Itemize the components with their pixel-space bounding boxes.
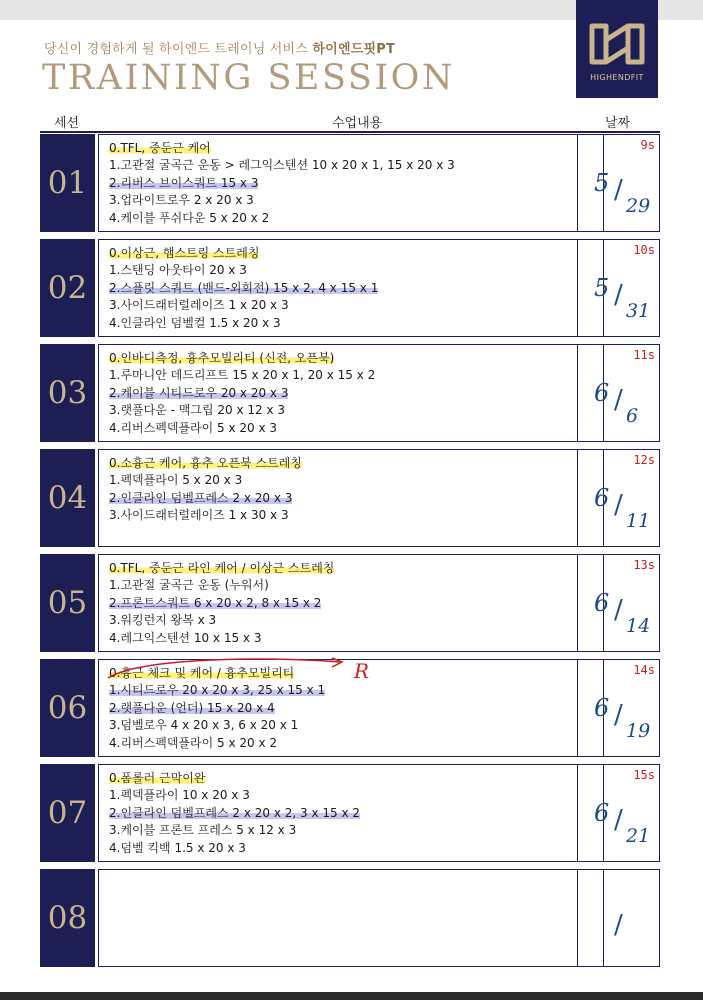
session-row (40, 134, 660, 232)
exercise-line: 3.사이드래터럴레이즈 1 x 30 x 3 (109, 508, 289, 523)
page-title: TRAINING SESSION (42, 58, 455, 98)
exercise-line: 1.루마니안 데드리프트 15 x 20 x 1, 20 x 15 x 2 (109, 368, 376, 383)
date-month: 5 (594, 169, 610, 197)
session-date (577, 239, 660, 337)
session-content (98, 449, 604, 547)
date-slash: / (614, 175, 623, 205)
exercise-line: 4.덤벨 킥백 1.5 x 20 x 3 (109, 840, 246, 855)
session-number: 07 (40, 764, 95, 862)
session-row (40, 764, 660, 862)
date-day: 21 (626, 825, 651, 847)
session-content (98, 659, 604, 757)
brand-logo (576, 0, 658, 98)
session-number: 05 (40, 554, 95, 652)
exercise-line: 3.케이블 프론트 프레스 5 x 12 x 3 (109, 823, 297, 838)
date-day: 11 (626, 510, 651, 532)
date-month: 6 (594, 589, 610, 617)
session-content (98, 344, 604, 442)
session-row (40, 869, 660, 967)
date-month: 6 (594, 379, 610, 407)
exercise-line: 0.흉근 체크 및 케어 / 흉추모빌리티 (109, 666, 295, 680)
session-number: 06 (40, 659, 95, 757)
date-day: 14 (626, 615, 651, 637)
handwritten-note: R (354, 659, 370, 683)
exercise-line: 3.랫풀다운 - 맥그립 20 x 12 x 3 (109, 403, 286, 418)
session-count: 13s (633, 558, 655, 572)
bottom-strip (0, 992, 703, 1000)
session-row (40, 344, 660, 442)
exercise-line: 1.고관절 굴곡근 운동 (누워서) (109, 578, 269, 593)
exercise-line: 4.케이블 푸쉬다운 5 x 20 x 2 (109, 210, 270, 225)
exercise-line: 3.사이드래터럴레이즈 1 x 20 x 3 (109, 298, 289, 313)
exercise-line: 2.스플릿 스쿼트 (밴드-외회전) 15 x 2, 4 x 15 x 1 (109, 280, 379, 295)
date-day: 6 (626, 405, 639, 427)
date-day: 31 (626, 300, 651, 322)
session-content (98, 869, 604, 967)
session-row (40, 449, 660, 547)
date-slash: / (614, 805, 623, 835)
date-slash: / (614, 595, 623, 625)
logo-mark-icon (588, 20, 646, 68)
session-number: 08 (40, 869, 95, 967)
date-month: 5 (594, 274, 610, 302)
session-date (577, 344, 660, 442)
exercise-line: 4.인클라인 덤벨컬 1.5 x 20 x 3 (109, 315, 281, 330)
exercise-line: 1.펙덱플라이 5 x 20 x 3 (109, 473, 243, 488)
exercise-line: 1.시티드로우 20 x 20 x 3, 25 x 15 x 1 (109, 683, 326, 698)
exercise-line: 0.TFL, 중둔근 라인 케어 / 이상근 스트레칭 (109, 561, 335, 575)
header-divider (40, 131, 660, 133)
exercise-line: 0.폼롤러 근막이완 (109, 771, 206, 785)
date-slash: / (614, 700, 623, 730)
session-date (577, 449, 660, 547)
session-number: 02 (40, 239, 95, 337)
exercise-line: 2.인클라인 덤벨프레스 2 x 20 x 2, 3 x 15 x 2 (109, 805, 361, 820)
logo-text: HIGHENDFIT (590, 73, 644, 82)
session-count: 15s (633, 768, 655, 782)
exercise-line: 3.덤벨로우 4 x 20 x 3, 6 x 20 x 1 (109, 718, 299, 733)
exercise-line: 0.인바디측정, 흉추모빌리티 (신전, 오픈북) (109, 351, 335, 365)
session-number: 03 (40, 344, 95, 442)
exercise-line: 3.업라이트로우 2 x 20 x 3 (109, 193, 254, 208)
exercise-line: 4.리버스펙덱플라이 5 x 20 x 3 (109, 420, 278, 435)
session-date (577, 554, 660, 652)
subtitle-brand: 하이엔드핏PT (312, 42, 396, 57)
session-number: 04 (40, 449, 95, 547)
date-month: 6 (594, 484, 610, 512)
column-header-date: 날짜 (605, 116, 631, 131)
exercise-line: 4.레그익스텐션 10 x 15 x 3 (109, 630, 262, 645)
exercise-line: 1.스탠딩 아웃타이 20 x 3 (109, 263, 247, 278)
session-date (577, 659, 660, 757)
session-count: 12s (633, 453, 655, 467)
exercise-line: 1.고관절 굴곡근 운동 > 레그익스텐션 10 x 20 x 1, 15 x 20 x 3 (109, 158, 455, 173)
column-header-session: 세션 (54, 116, 80, 131)
session-count: 14s (633, 663, 655, 677)
exercise-line: 2.리버스 브이스쿼트 15 x 3 (109, 175, 259, 190)
session-count: 10s (633, 243, 655, 257)
session-number: 01 (40, 134, 95, 232)
date-month: 6 (594, 694, 610, 722)
date-day: 19 (626, 720, 651, 742)
session-count: 9s (640, 138, 655, 152)
exercise-line: 3.워킹런지 왕복 x 3 (109, 613, 217, 628)
session-row (40, 659, 660, 757)
date-slash: / (614, 910, 623, 940)
date-day: 29 (626, 195, 651, 217)
session-content (98, 554, 604, 652)
exercise-line: 2.케이블 시티드로우 20 x 20 x 3 (109, 385, 289, 400)
session-date (577, 134, 660, 232)
exercise-line: 0.소흉근 케어, 흉추 오픈북 스트레칭 (109, 456, 302, 470)
session-count: 11s (633, 348, 655, 362)
exercise-line: 2.랫풀다운 (언더) 15 x 20 x 4 (109, 700, 275, 715)
session-date (577, 764, 660, 862)
session-content (98, 239, 604, 337)
column-header-content: 수업내용 (332, 116, 383, 131)
exercise-line: 2.프론트스쿼트 6 x 20 x 2, 8 x 15 x 2 (109, 595, 322, 610)
exercise-line: 4.리버스펙덱플라이 5 x 20 x 2 (109, 735, 278, 750)
date-slash: / (614, 385, 623, 415)
date-slash: / (614, 490, 623, 520)
session-content (98, 134, 604, 232)
subtitle: 당신이 경험하게 될 하이엔드 트레이닝 서비스 하이엔드핏PT (44, 42, 396, 57)
session-date (577, 869, 660, 967)
session-row (40, 239, 660, 337)
exercise-line: 2.인클라인 덤벨프레스 2 x 20 x 3 (109, 490, 293, 505)
exercise-line: 0.TFL, 중둔근 케어 (109, 141, 211, 155)
date-slash: / (614, 280, 623, 310)
date-month: 6 (594, 799, 610, 827)
session-row (40, 554, 660, 652)
exercise-line: 0.이상근, 햄스트링 스트레칭 (109, 246, 260, 260)
exercise-line: 1.펙덱플라이 10 x 20 x 3 (109, 788, 250, 803)
session-content (98, 764, 604, 862)
